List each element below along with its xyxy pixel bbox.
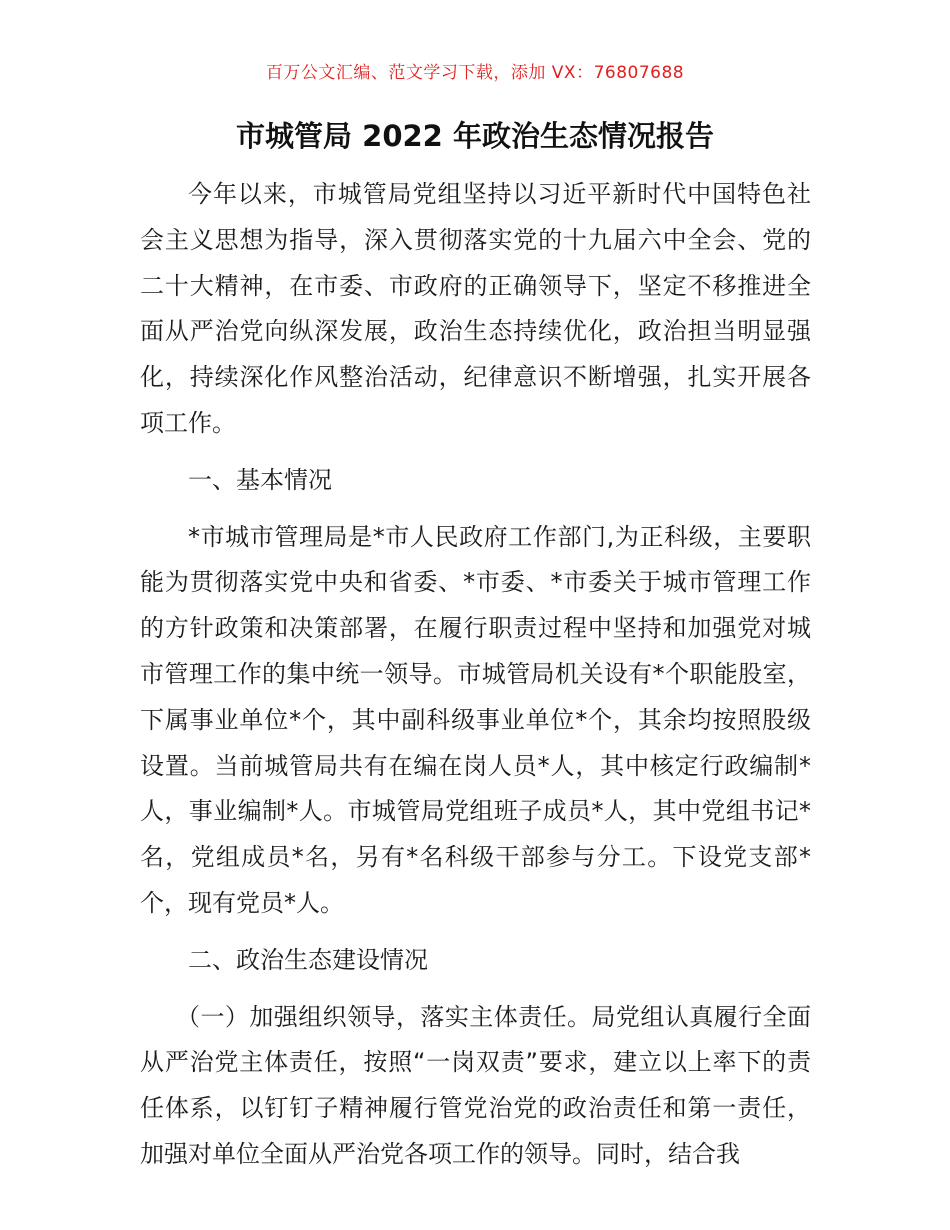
paragraph-basic-situation: *市城市管理局是*市人民政府工作部门,为正科级，主要职能为贯彻落实党中央和省委、*市委、*市委关于城市管理工作的方针政策和决策部署，在履行职责过程中坚持和加强党对城市管理工作的集中统一领导。市城管局机关设有*个职能股室，下属事业单位*个，其中副科级事业单位*个，其余均按照股级设置。当前城管局共有在编在岗人员*人，其中核定行政编制*人，事业编制*人。市城管局党组班子成员*人，其中党组书记*名，党组成员*名，另有*名科级干部参与分工。下设党支部*个，现有党员*人。 — [140, 522, 811, 917]
section-heading-basic-situation: 一、基本情况 — [188, 465, 332, 494]
paragraph-intro: 今年以来，市城管局党组坚持以习近平新时代中国特色社会主义思想为指导，深入贯彻落实党的十九届六中全会、党的二十大精神，在市委、市政府的正确领导下，坚定不移推进全面从严治党向纵深发展，政治生态持续优化，政治担当明显强化，持续深化作风整治活动，纪律意识不断增强，扎实开展各项工作。 — [140, 180, 811, 437]
header-note: 百万公文汇编、范文学习下载，添加 VX：76807688 — [265, 63, 685, 83]
document-title: 市城管局 2022 年政治生态情况报告 — [236, 119, 714, 153]
paragraph-organization-leadership: （一）加强组织领导，落实主体责任。局党组认真履行全面从严治党主体责任，按照“一岗双责”要求，建立以上率下的责任体系，以钉钉子精神履行管党治党的政治责任和第一责任，加强对单位全面从严治党各项工作的领导。同时，结合我 — [140, 1002, 811, 1168]
section-heading-political-ecology: 二、政治生态建设情况 — [188, 945, 428, 974]
document-body — [140, 172, 811, 1178]
